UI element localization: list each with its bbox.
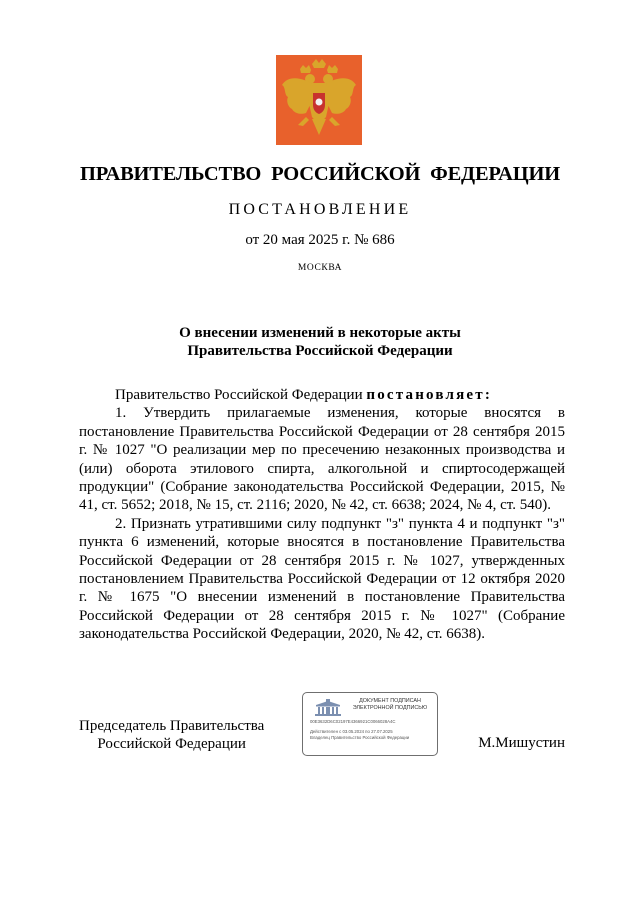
electronic-signature-stamp <box>302 692 438 756</box>
signatory-name: М.Мишустин <box>478 735 565 751</box>
stamp-owner: Владелец Правительство Российской Федерации <box>310 735 410 740</box>
stamp-title-line-2: ЭЛЕКТРОННОЙ ПОДПИСЬЮ <box>352 705 428 711</box>
signatory-position <box>79 717 264 753</box>
intro-paragraph <box>79 386 565 404</box>
position-line-2: Российской Федерации <box>97 736 246 752</box>
document-subject <box>0 324 640 360</box>
government-building-icon <box>313 699 343 717</box>
intro-text: Правительство Российской Федерации <box>115 387 367 403</box>
document-type: ПОСТАНОВЛЕНИЕ <box>228 201 412 218</box>
document-body <box>79 386 565 644</box>
document-date-number: от 20 мая 2025 г. № 686 <box>245 232 395 248</box>
coat-of-arms-icon <box>276 55 362 145</box>
paragraph-2: 2. Признать утратившими силу подпункт "з" пункта 4 и подпункт "з" пункта 6 изменений, которые вносятся в постановление Правительства Российской Федерации от 28 сентября 2015 г. № 1027, утвержденных постановлением Правительства Российской Федерации от 12 октября 2020 г. № 1675 "О внесении изменений в постановление Правительства Российской Федерации от 28 сентября 2015 г. № 1027" (Собрание законодательства Российской Федерации, 2020, № 42, ст. 6638). <box>79 515 565 643</box>
stamp-title <box>343 698 437 712</box>
government-title: ПРАВИТЕЛЬСТВО РОССИЙСКОЙ ФЕДЕРАЦИИ <box>80 163 560 185</box>
paragraph-1: 1. Утвердить прилагаемые изменения, которые вносятся в постановление Правительства Российской Федерации от 28 сентября 2015 г. № 1027 "О реализации мер по пресечению незаконных производства и (или) оборота этилового спирта, алкогольной и спиртосодержащей продукции" (Собрание законодательства Российской Федерации, 2015, № 41, ст. 5652; 2018, № 15, ст. 2116; 2020, № 42, ст. 6638; 2024, № 4, ст. 540). <box>79 405 565 514</box>
subject-line-1: О внесении изменений в некоторые акты <box>179 325 461 341</box>
decree-word: постановляет: <box>366 387 493 403</box>
stamp-validity: Действителен с 03.05.2024 по 27.07.2025 <box>310 729 393 734</box>
document-city: МОСКВА <box>297 263 343 273</box>
stamp-certificate: 00E3632D6C02197E4366921C0066028A4C <box>310 719 396 724</box>
subject-line-2: Правительства Российской Федерации <box>187 343 453 359</box>
stamp-title-line-1: ДОКУМЕНТ ПОДПИСАН <box>359 698 421 704</box>
position-line-1: Председатель Правительства <box>79 718 265 734</box>
